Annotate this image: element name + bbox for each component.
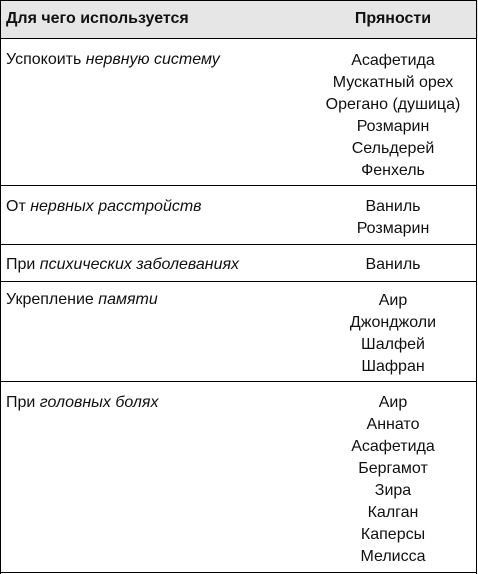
row-use-text: От нервных расстройств [6, 198, 202, 215]
spice-item: Аир [378, 394, 408, 411]
spice-item: Ваниль [365, 198, 421, 215]
row-use-text: При психических заболеваниях [6, 256, 240, 273]
spice-item: Ваниль [365, 256, 421, 273]
spice-item: Асафетида [351, 438, 435, 455]
table-left-border [0, 0, 1, 574]
spice-item: Джонджоли [349, 314, 437, 331]
spice-item: Мелисса [360, 548, 426, 565]
table-bottom-border [0, 572, 476, 573]
spice-item: Розмарин [356, 220, 430, 237]
spice-item: Каперсы [360, 526, 426, 543]
row-divider [0, 381, 476, 382]
row-divider [0, 185, 476, 186]
spice-item: Зира [374, 482, 412, 499]
row-divider [0, 244, 476, 245]
header-spices-label: Пряности [354, 10, 432, 27]
spice-item: Шалфей [361, 336, 425, 353]
row-spices-list [305, 254, 478, 276]
header-divider [0, 38, 476, 39]
spice-item: Розмарин [356, 118, 430, 135]
spice-item: Шафран [361, 358, 425, 375]
row-use-text: Успокоить нервную систему [6, 51, 220, 68]
spice-item: Мускатный орех [332, 74, 454, 91]
spice-item: Асафетида [351, 52, 435, 69]
row-spices-list [305, 290, 478, 378]
row-spices-list [305, 392, 478, 568]
row-use-text: При головных болях [6, 394, 159, 411]
row-divider [0, 281, 476, 282]
spice-item: Фенхель [361, 162, 425, 179]
row-spices-list [305, 196, 478, 240]
table-top-border [0, 0, 476, 1]
spice-item: Бергамот [358, 460, 428, 477]
spice-item: Аннато [366, 416, 420, 433]
spice-item: Сельдерей [351, 140, 435, 157]
row-spices-list [305, 50, 478, 182]
spice-item: Аир [378, 292, 408, 309]
header-use-label: Для чего используется [6, 10, 189, 27]
row-use-text: Укрепление памяти [6, 291, 158, 308]
spice-item: Орегано (душица) [325, 96, 461, 113]
spice-item: Калган [367, 504, 419, 521]
